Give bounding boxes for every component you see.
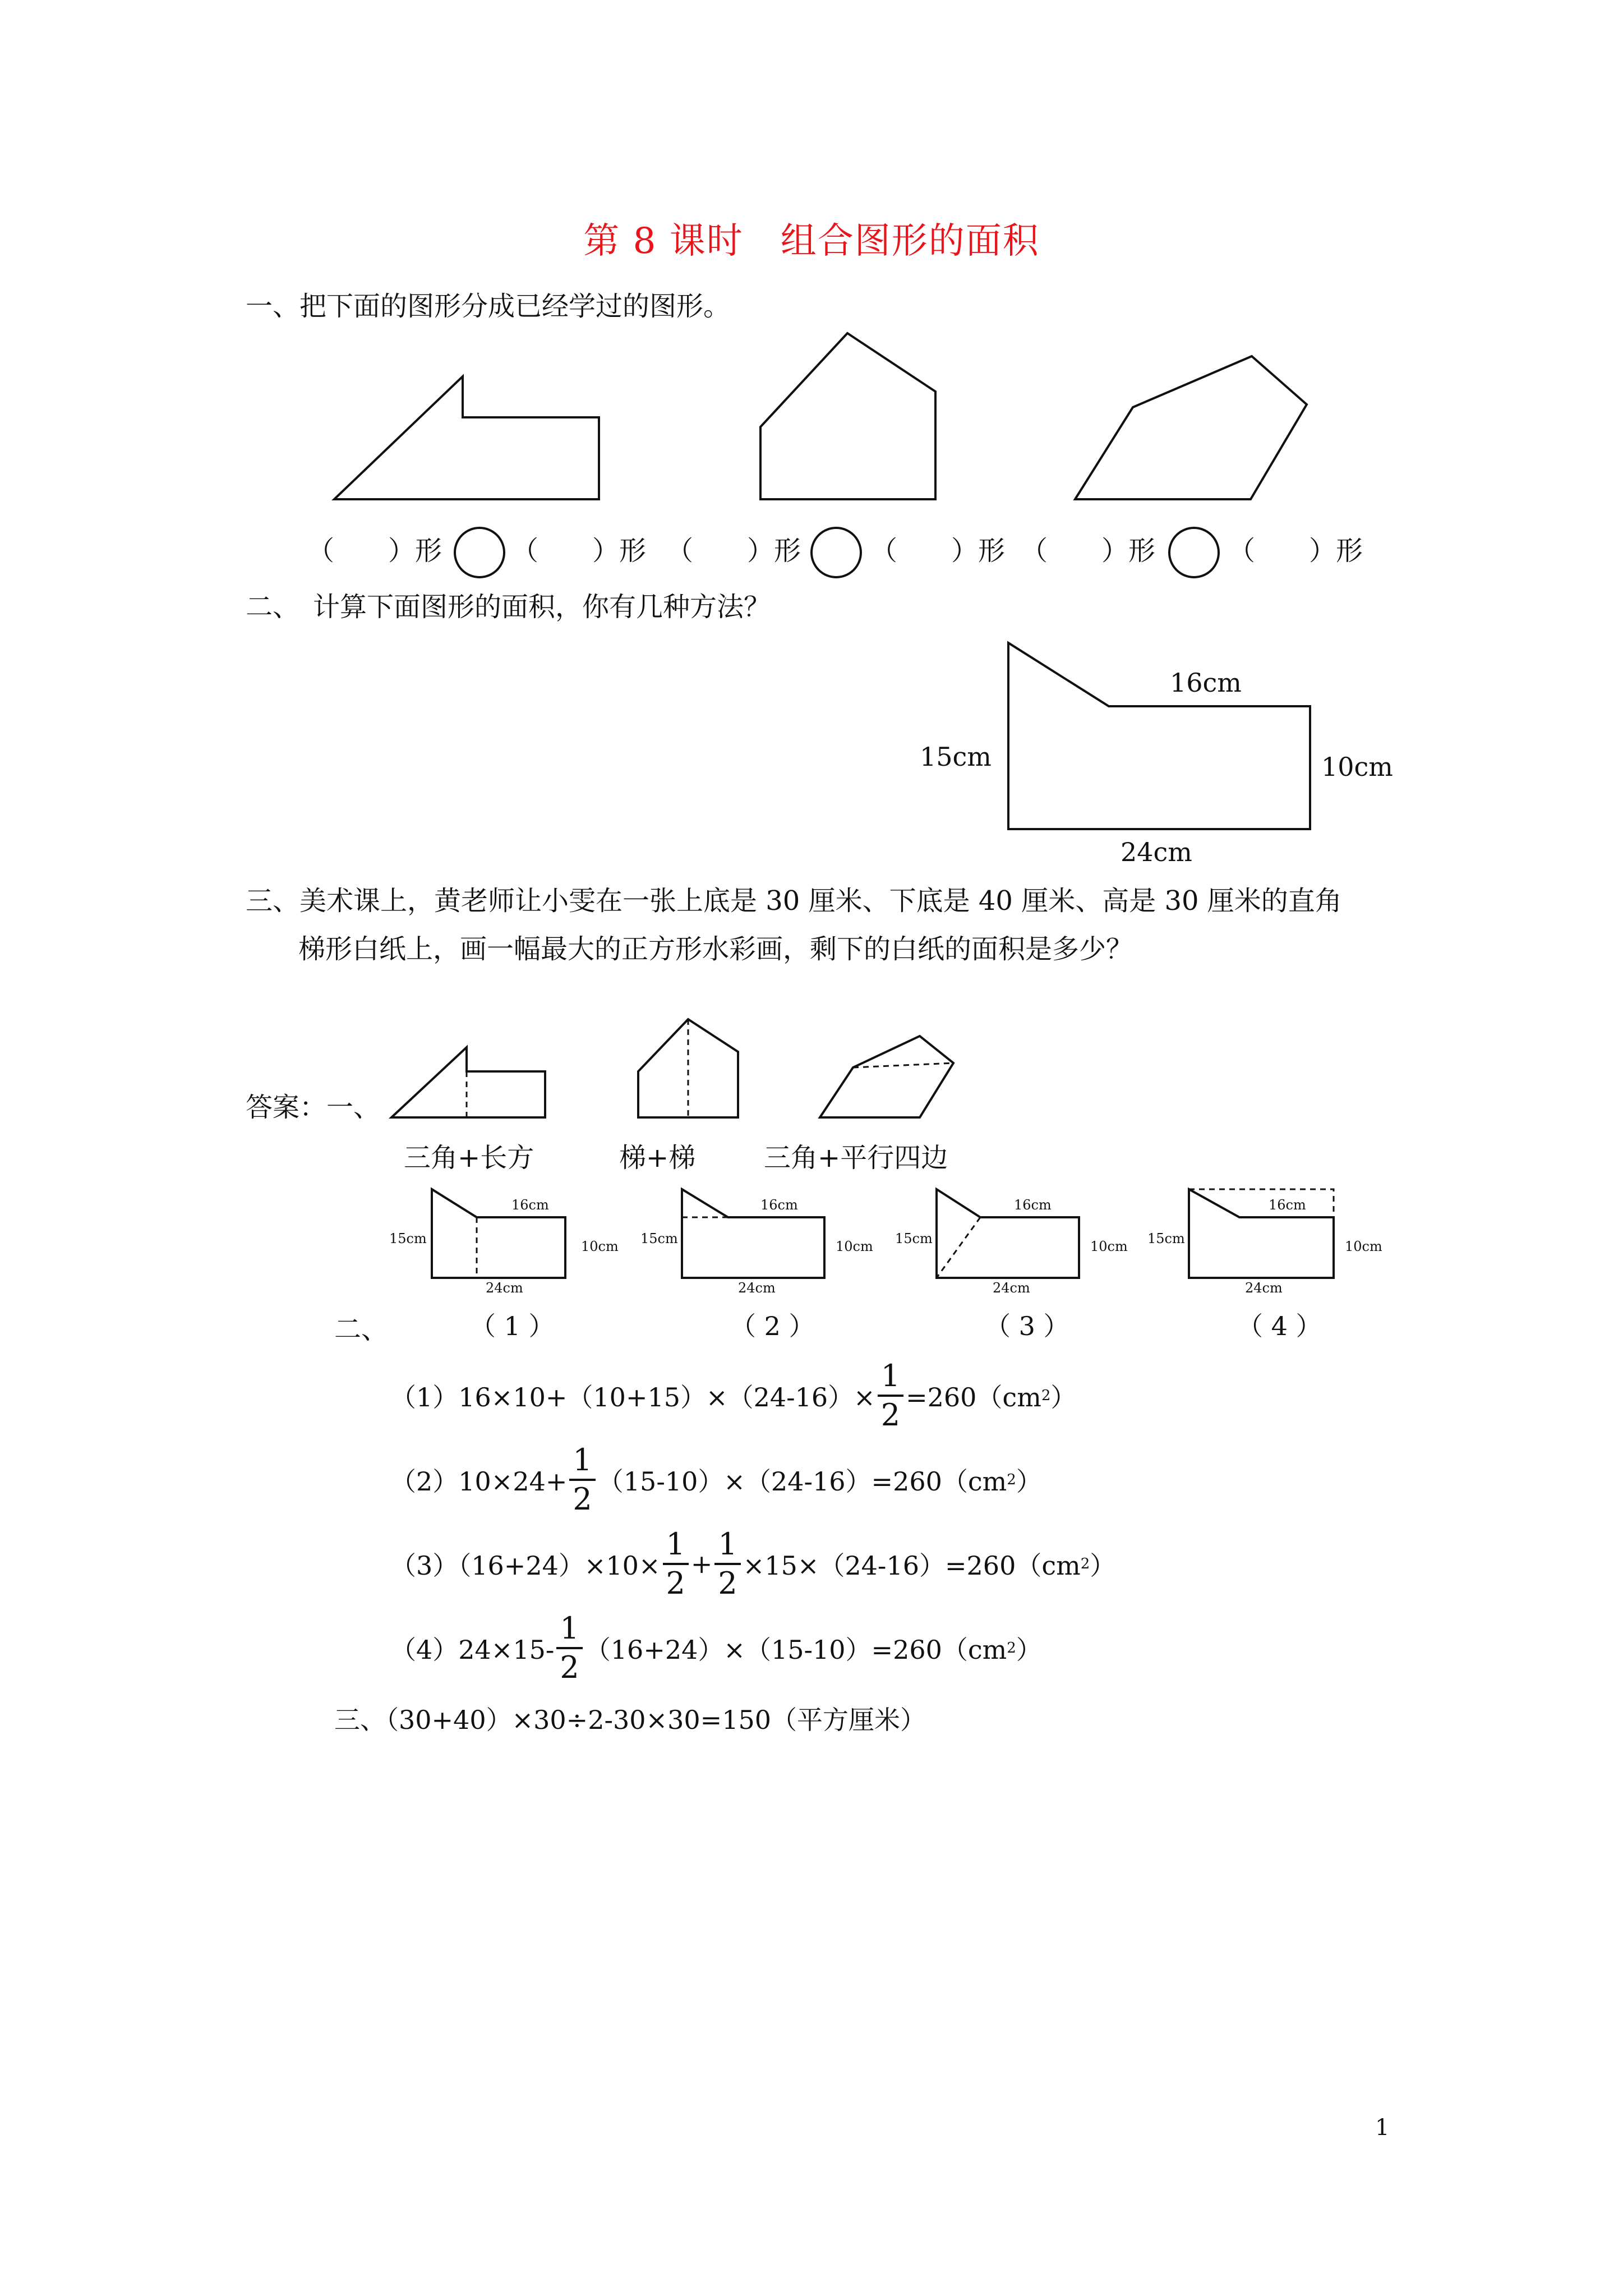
formula-3-part-d: ）: [1090, 1550, 1116, 1581]
q1-blank-2a: （ ）形: [666, 535, 801, 567]
half-fraction: [663, 1526, 689, 1601]
a2f4-dim-left: 15cm: [1147, 1231, 1185, 1246]
formula-3-part-c: ×15×（24-16）=260（cm: [743, 1550, 1081, 1581]
q1-blank-1a: （ ）形: [307, 535, 442, 567]
formula-1-part-b: =260（cm: [906, 1382, 1041, 1412]
fraction-denominator: 2: [718, 1566, 737, 1601]
half-fraction: [569, 1442, 595, 1517]
a2f2-dim-right: 10cm: [836, 1239, 873, 1254]
q1-blank-2b: （ ）形: [870, 535, 1006, 567]
fraction-denominator: 2: [666, 1566, 685, 1601]
answer-3: 三、（30+40）×30÷2-30×30=150（平方厘米）: [334, 1705, 926, 1735]
a2f1-dim-bottom: 24cm: [486, 1280, 523, 1296]
answer1-caption-3: 三角+平行四边: [764, 1142, 948, 1174]
answer1-caption-1: 三角+长方: [404, 1142, 534, 1174]
formula-1-part-c: ）: [1050, 1382, 1077, 1412]
q3-line1: 三、美术课上，黄老师让小雯在一张上底是 30 厘米、下底是 40 厘米、高是 30 厘米的直角: [246, 885, 1342, 917]
formula-3: [390, 1526, 1116, 1601]
a2f1-dim-right: 10cm: [581, 1239, 619, 1254]
fraction-denominator: 2: [880, 1397, 901, 1433]
fraction-denominator: 2: [573, 1481, 592, 1517]
fraction-denominator: 2: [560, 1650, 579, 1685]
q2-dim-top: 16cm: [1170, 668, 1242, 698]
a2f1-dim-top: 16cm: [511, 1197, 549, 1213]
square-exponent: 2: [1041, 1387, 1051, 1404]
formula-3-part-b: +: [690, 1549, 713, 1579]
q2-dim-right: 10cm: [1321, 752, 1393, 782]
answer1-caption-2: 梯+梯: [619, 1142, 696, 1174]
formula-4-part-c: ）: [1016, 1635, 1042, 1665]
a2f3-dim-left: 15cm: [895, 1231, 933, 1246]
q1-blank-1b: （ ）形: [511, 535, 647, 567]
formula-4-part-a: （4）24×15-: [390, 1635, 555, 1665]
formula-3-part-a: （3）（16+24）×10×: [390, 1550, 661, 1581]
formula-1: [390, 1358, 1077, 1433]
page-title: 第 8 课时 组合图形的面积: [583, 220, 1040, 262]
fraction-numerator: 1: [878, 1361, 903, 1397]
a2-fig-label-1: （ 1 ）: [470, 1311, 555, 1341]
a2-fig-label-2: （ 2 ）: [730, 1311, 815, 1341]
formula-1-part-a: （1）16×10+（10+15）×（24-16）×: [390, 1382, 875, 1412]
a2f4-dim-bottom: 24cm: [1245, 1280, 1283, 1296]
a2-fig-label-3: （ 3 ）: [985, 1311, 1069, 1341]
a2f2-dim-top: 16cm: [760, 1197, 798, 1213]
half-fraction: [556, 1613, 582, 1683]
square-exponent: 2: [1080, 1556, 1090, 1572]
a2-fig-label-4: （ 4 ）: [1237, 1311, 1322, 1341]
square-exponent: 2: [1007, 1640, 1016, 1657]
a2f2-dim-bottom: 24cm: [738, 1280, 776, 1296]
fraction-numerator: 1: [556, 1613, 582, 1649]
a2f3-dim-bottom: 24cm: [993, 1280, 1030, 1296]
half-fraction: [714, 1526, 740, 1601]
q2-dim-left: 15cm: [920, 742, 992, 772]
q1-blank-3b: （ ）形: [1228, 535, 1363, 567]
formula-2-part-b: （15-10）×（24-16）=260（cm: [597, 1466, 1007, 1497]
fraction-numerator: 1: [569, 1445, 595, 1481]
formula-2-part-a: （2）10×24+: [390, 1466, 568, 1497]
formula-4-part-b: （16+24）×（15-10）=260（cm: [584, 1635, 1007, 1665]
page-number: 1: [1375, 2115, 1390, 2141]
q3-line2: 梯形白纸上，画一幅最大的正方形水彩画，剩下的白纸的面积是多少？: [298, 933, 1133, 965]
square-exponent: 2: [1007, 1471, 1016, 1488]
formula-4: [390, 1613, 1042, 1683]
a2f1-dim-left: 15cm: [389, 1231, 427, 1246]
answer-label: 答案：一、: [246, 1092, 381, 1123]
formula-2: [390, 1442, 1042, 1517]
a2f4-dim-top: 16cm: [1269, 1197, 1306, 1213]
a2f3-dim-right: 10cm: [1090, 1239, 1128, 1254]
a2f2-dim-left: 15cm: [640, 1231, 678, 1246]
q2-dim-bottom: 24cm: [1121, 837, 1192, 867]
fraction-numerator: 1: [663, 1529, 689, 1565]
q1-blank-3a: （ ）形: [1021, 535, 1156, 567]
q2-prompt: 二、 计算下面图形的面积，你有几种方法？: [246, 591, 771, 623]
a2f3-dim-top: 16cm: [1014, 1197, 1052, 1213]
q1-prompt: 一、把下面的图形分成已经学过的图形。: [246, 291, 731, 322]
half-fraction: [878, 1358, 903, 1433]
answer2-label: 二、: [334, 1314, 389, 1345]
formula-2-part-c: ）: [1016, 1466, 1042, 1497]
fraction-numerator: 1: [714, 1529, 740, 1565]
a2f4-dim-right: 10cm: [1345, 1239, 1382, 1254]
